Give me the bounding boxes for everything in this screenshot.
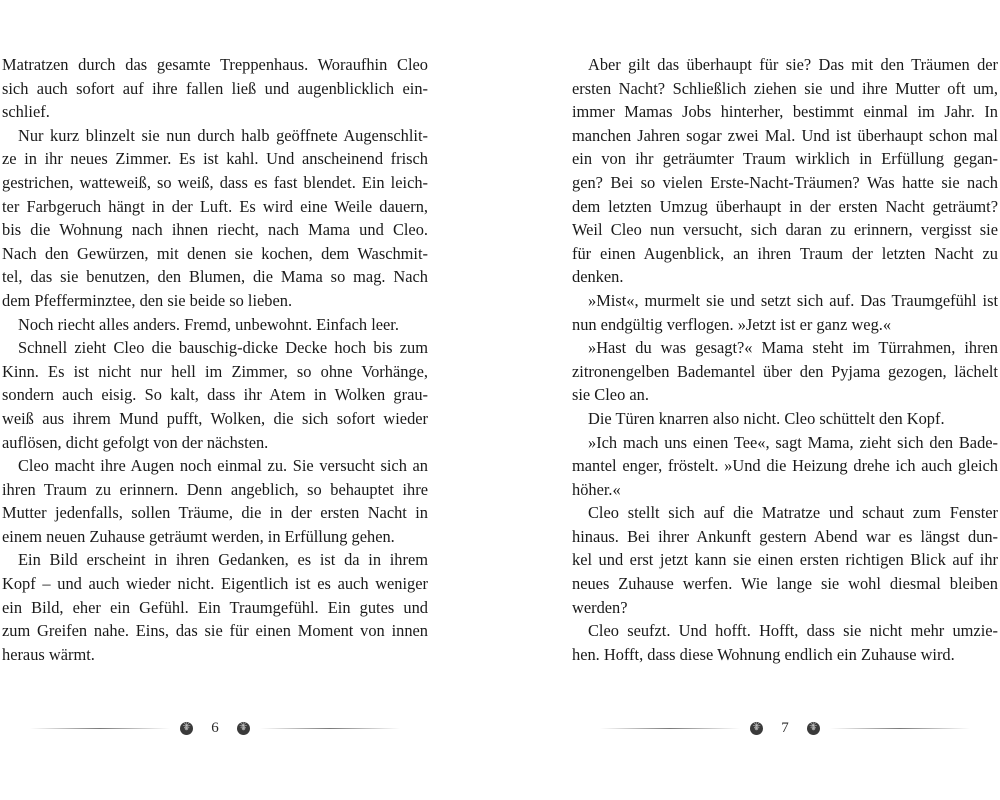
text-line: gen? Bei so vielen Erste-Nacht-Träumen? Was hatte sie nach [572,172,998,192]
text-line: zitronengelben Bademantel über den Pyjama gezogen, lächelt [572,361,998,381]
left-page [2,53,428,666]
text-line: denken. [572,267,624,287]
left-page-footer [30,716,400,740]
text-line: nun endgültig verflogen. »Jetzt ist er ganz weg.« [572,314,892,334]
right-page [572,53,998,666]
text-line: schlief. [2,102,50,122]
text-line: gestrichen, watteweiß, so weiß, dass es fast blendet. Ein leich- [2,172,428,192]
text-line: »Mist«, murmelt sie und setzt sich auf. Das Traumgefühl ist [588,290,998,310]
paragraph [2,454,428,548]
text-line: ein von ihr geträumter Traum wirklich in Erfüllung gegan- [572,149,998,169]
paragraph [572,289,998,336]
text-line: kel und erst jetzt kann sie einen ersten richtigen Blick auf ihr [572,550,998,570]
text-line: Cleo macht ihre Augen noch einmal zu. Sie versucht sich an [18,456,428,476]
paragraph [572,336,998,407]
text-line: »Ich mach uns einen Tee«, sagt Mama, zieht sich den Bade- [588,432,998,452]
paragraph [572,431,998,502]
paragraph [572,407,998,431]
paragraph [2,336,428,454]
paragraph [572,501,998,619]
footer-rule-left [30,728,170,729]
paragraph [2,124,428,313]
text-line: Kinn. Es ist nicht nur hell im Zimmer, so ohne Vorhänge, [2,361,428,381]
paragraph [2,53,428,124]
text-line: für einen Augenblick, an ihren Traum der letzten Nacht zu [572,243,998,263]
text-line: Noch riecht alles anders. Fremd, unbewohnt. Einfach leer. [18,314,399,334]
text-line: mantel enger, fröstelt. »Und die Heizung drehe ich auch gleich [572,456,998,476]
text-line: Ein Bild erscheint in ihren Gedanken, es ist da in ihrem [18,550,428,570]
text-line: Cleo stellt sich auf die Matratze und schaut zum Fenster [588,503,998,523]
text-line: weiß aus ihrem Mund pufft, Wolken, die sich sofort wieder [2,408,428,428]
text-line: werden? [572,597,628,617]
text-line: sich auch sofort auf ihre fallen ließ und augenblicklich ein- [2,78,428,98]
page-number: 6 [211,719,219,736]
text-line: ersten Nacht? Schließlich ziehen sie und ihre Mutter oft um, [572,78,998,98]
text-line: bis die Wohnung nach ihnen riecht, nach Mama und Cleo. [2,220,428,240]
text-line: Matratzen durch das gesamte Treppenhaus. Woraufhin Cleo [2,55,428,74]
text-line: manchen Jahren sogar zwei Mal. Und ist überhaupt schon mal [572,125,998,145]
paragraph [2,313,428,337]
text-line: hinaus. Bei ihrer Ankunft gestern Abend war es längst dun- [572,526,998,546]
paragraph [572,619,998,666]
text-line: Schnell zieht Cleo die bauschig-dicke Decke hoch bis zum [18,338,428,358]
paragraph [2,548,428,666]
footer-rule-right [260,728,400,729]
ornament-icon [180,722,193,735]
text-line: hen. Hofft, dass diese Wohnung endlich ein Zuhause wird. [572,644,955,664]
text-line: ter Farbgeruch hängt in der Luft. Es wird eine Weile dauern, [2,196,428,216]
text-line: sondern auch eisig. So kalt, dass ihr Atem in Wolken grau- [2,385,428,405]
page-number: 7 [781,719,789,736]
text-line: Kopf – und auch wieder nicht. Eigentlich ist es auch weniger [2,574,428,594]
text-line: neues Zuhause werfen. Wie lange sie wohl diesmal bleiben [572,574,998,594]
text-line: ihren Traum zu erinnern. Denn angeblich, so behauptet ihre [2,479,428,499]
text-line: ein Bild, eher ein Gefühl. Ein Traumgefühl. Ein gutes und [2,597,428,617]
right-page-footer [600,716,970,740]
text-line: »Hast du was gesagt?« Mama steht im Türrahmen, ihren [588,338,998,358]
paragraph [572,53,998,289]
text-line: sie Cleo an. [572,385,649,405]
text-line: Aber gilt das überhaupt für sie? Das mit den Träumen der [588,55,998,74]
text-line: Die Türen knarren also nicht. Cleo schüttelt den Kopf. [588,408,945,428]
text-line: einem neuen Zuhause geträumt werden, in Erfüllung gehen. [2,526,395,546]
text-line: Mutter jedenfalls, sollen Träume, die in der ersten Nacht in [2,503,428,523]
text-line: Nach den Gewürzen, mit denen sie kochen, dem Waschmit- [2,243,428,263]
text-line: tel, das sie benutzen, den Blumen, die Mama so mag. Nach [2,267,428,287]
ornament-icon [807,722,820,735]
text-line: höher.« [572,479,621,499]
text-line: Nur kurz blinzelt sie nun durch halb geöffnete Augenschlit- [18,125,428,145]
footer-rule-left [600,728,740,729]
text-line: immer Mamas Jobs hinterher, bestimmt einmal im Jahr. In [572,102,998,122]
text-line: ze in ihr neues Zimmer. Es ist kahl. Und anscheinend frisch [2,149,428,169]
text-line: heraus wärmt. [2,644,95,664]
ornament-icon [750,722,763,735]
ornament-icon [237,722,250,735]
text-line: zum Greifen nahe. Eins, das sie für einen Moment von innen [2,621,428,641]
text-line: Weil Cleo nun versucht, sich daran zu erinnern, vergisst sie [572,220,998,240]
text-line: Cleo seufzt. Und hofft. Hofft, dass sie nicht mehr umzie- [588,621,998,641]
text-line: dem letzten Umzug überhaupt in der ersten Nacht geträumt? [572,196,998,216]
footer-rule-right [830,728,970,729]
text-line: auflösen, dicht gefolgt von der nächsten. [2,432,269,452]
text-line: dem Pfefferminztee, den sie beide so lieben. [2,290,293,310]
